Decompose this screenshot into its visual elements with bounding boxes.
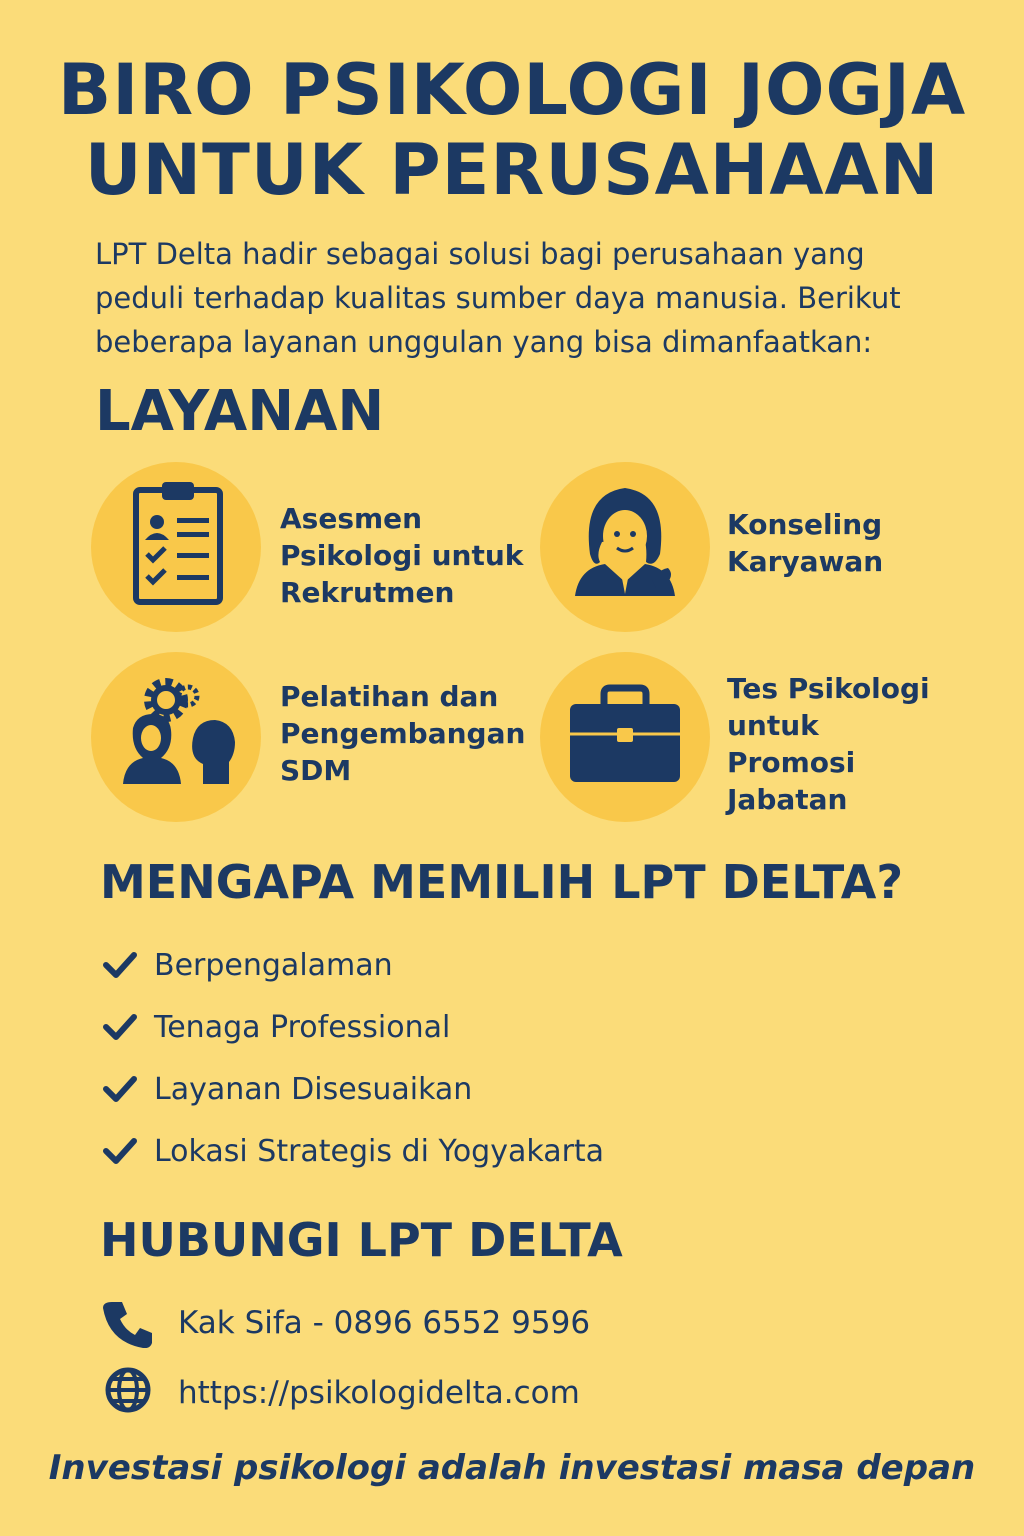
intro-line-1: LPT Delta hadir sebagai solusi bagi perusahaan yang: [95, 237, 865, 271]
service-assessment-line-1: Asesmen: [280, 502, 423, 535]
service-promotion-line-1: Tes Psikologi: [727, 672, 930, 705]
clipboard-checklist-icon: [91, 462, 261, 632]
service-promotion-badge: [540, 652, 710, 822]
service-assessment-line-3: Rekrutmen: [280, 576, 455, 609]
service-training-line-3: SDM: [280, 754, 352, 787]
list-item-label: Layanan Disesuaikan: [154, 1072, 473, 1107]
service-assessment-line-2: Psikologi untuk: [280, 539, 524, 572]
service-counseling-line-1: Konseling: [727, 508, 883, 541]
title-line-1: BIRO PSIKOLOGI JOGJA: [57, 49, 967, 131]
service-promotion-line-4: Jabatan: [727, 783, 848, 816]
service-training-badge: [91, 652, 261, 822]
footer-tagline: Investasi psikologi adalah investasi masa depan: [48, 1448, 976, 1488]
service-promotion-line-3: Promosi: [727, 746, 856, 779]
intro-paragraph: [95, 232, 955, 364]
website-link[interactable]: https://psikologidelta.com: [178, 1375, 580, 1411]
checkmark-icon: [102, 1074, 138, 1104]
counselor-woman-icon: [540, 462, 710, 632]
service-counseling-line-2: Karyawan: [727, 545, 884, 578]
list-item-label: Berpengalaman: [154, 948, 393, 983]
contact-heading: HUBUNGI LPT DELTA: [100, 1213, 623, 1267]
title-line-2: UNTUK PERUSAHAAN: [84, 129, 940, 211]
service-promotion-label: [727, 670, 930, 818]
service-training-line-2: Pengembangan: [280, 717, 526, 750]
phone-icon: [102, 1296, 154, 1348]
briefcase-icon: [540, 652, 710, 822]
why-heading: MENGAPA MEMILIH LPT DELTA?: [100, 855, 904, 909]
checkmark-icon: [102, 1012, 138, 1042]
service-counseling-badge: [540, 462, 710, 632]
service-training-line-1: Pelatihan dan: [280, 680, 499, 713]
checkmark-icon: [102, 1136, 138, 1166]
service-assessment-label: [280, 500, 523, 611]
list-item-label: Lokasi Strategis di Yogyakarta: [154, 1134, 605, 1169]
intro-line-3: beberapa layanan unggulan yang bisa dimanfaatkan:: [95, 325, 873, 359]
service-promotion-line-2: untuk: [727, 709, 819, 742]
phone-text[interactable]: Kak Sifa - 0896 6552 9596: [178, 1305, 591, 1341]
page-title: [0, 50, 1024, 210]
service-counseling-label: [727, 506, 883, 580]
service-assessment-badge: [91, 462, 261, 632]
people-gear-icon: [91, 652, 261, 822]
intro-line-2: peduli terhadap kualitas sumber daya manusia. Berikut: [95, 281, 901, 315]
list-item-label: Tenaga Professional: [154, 1010, 451, 1045]
globe-icon: [102, 1366, 154, 1418]
service-training-label: [280, 678, 525, 789]
services-heading: LAYANAN: [95, 379, 385, 444]
checkmark-icon: [102, 950, 138, 980]
